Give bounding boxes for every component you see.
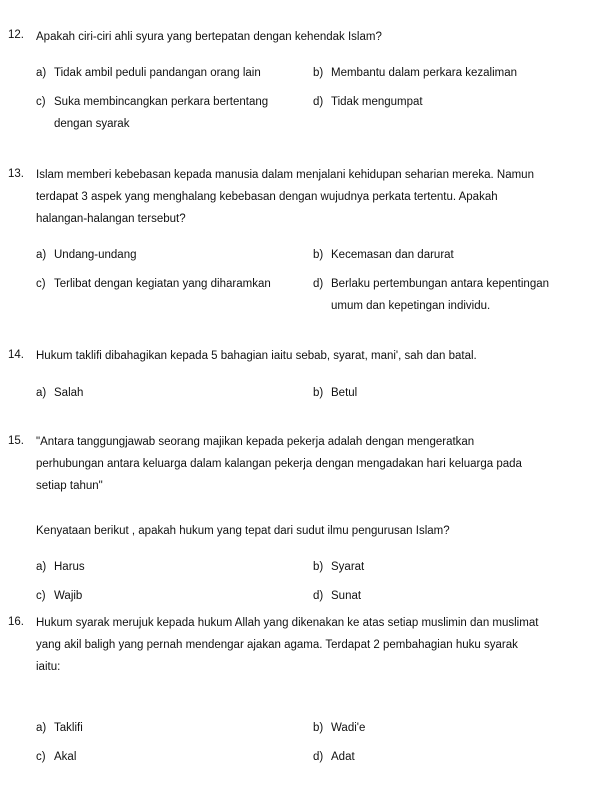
option-d (313, 273, 588, 317)
option-text: Tidak mengumpat (331, 96, 423, 108)
question-text: Hukum taklifi dibahagikan kepada 5 bahagian iaitu sebab, syarat, mani', sah dan batal. (36, 350, 477, 362)
option-text: Adat (331, 751, 355, 763)
option-text: Membantu dalam perkara kezaliman (331, 67, 518, 79)
option-a (36, 244, 298, 266)
option-a (36, 62, 298, 84)
question-text-line: Hukum syarak merujuk kepada hukum Allah yang dikenakan ke atas setiap muslimin dan muslimat (36, 617, 539, 629)
option-text: Tidak ambil peduli pandangan orang lain (54, 67, 261, 79)
option-text: Terlibat dengan kegiatan yang diharamkan (54, 278, 271, 290)
option-text: Betul (331, 387, 358, 399)
option-a (36, 717, 298, 739)
question-number: 16. (8, 616, 24, 628)
question-number: 15. (8, 435, 24, 447)
option-label: a) (36, 249, 47, 261)
option-label: c) (36, 590, 46, 602)
option-text-continued: umum dan kepetingan individu. (331, 300, 491, 312)
option-label: c) (36, 278, 46, 290)
option-text: Akal (54, 751, 77, 763)
option-text: Sunat (331, 590, 362, 602)
option-d (313, 585, 588, 607)
option-d (313, 91, 588, 113)
option-label: d) (313, 278, 324, 290)
question-text (36, 612, 584, 678)
option-label: b) (313, 722, 324, 734)
option-text: Wajib (54, 590, 83, 602)
option-label: a) (36, 67, 47, 79)
question-text-line: terdapat 3 aspek yang menghalang kebebasan dengan wujudnya perkata tertentu. Apakah (36, 191, 498, 203)
option-text: Suka membincangkan perkara bertentang (54, 96, 269, 108)
option-text: Undang-undang (54, 249, 137, 261)
option-label: c) (36, 96, 46, 108)
option-label: c) (36, 751, 46, 763)
question-text-line: halangan-halangan tersebut? (36, 213, 186, 225)
option-text: Wadi'e (331, 722, 366, 734)
option-label: d) (313, 590, 324, 602)
question-text-line: yang akil baligh yang pernah mendengar ajakan agama. Terdapat 2 pembahagian huku syarak (36, 639, 518, 651)
option-label: d) (313, 96, 324, 108)
option-c (36, 91, 298, 135)
option-label: b) (313, 561, 324, 573)
option-label: d) (313, 751, 324, 763)
option-text: Salah (54, 387, 84, 399)
question-text-line: Islam memberi kebebasan kepada manusia dalam menjalani kehidupan seharian mereka. Namun (36, 169, 534, 181)
option-b (313, 717, 588, 739)
option-text: Syarat (331, 561, 365, 573)
option-text: Berlaku pertembungan antara kepentingan (331, 278, 550, 290)
question-number: 12. (8, 29, 24, 41)
option-label: a) (36, 561, 47, 573)
option-b (313, 244, 588, 266)
question-text: Apakah ciri-ciri ahli syura yang bertepatan dengan kehendak Islam? (36, 31, 382, 43)
question-statement: Kenyataan berikut , apakah hukum yang tepat dari sudut ilmu pengurusan Islam? (36, 525, 450, 537)
option-text: Taklifi (54, 722, 83, 734)
question-text-line: setiap tahun" (36, 480, 103, 492)
option-b (313, 556, 588, 578)
question-text-line: "Antara tanggungjawab seorang majikan kepada pekerja adalah dengan mengeratkan (36, 436, 475, 448)
option-b (313, 62, 588, 84)
option-c (36, 746, 298, 768)
question-text (36, 431, 584, 497)
option-c (36, 585, 298, 607)
question-number: 14. (8, 349, 24, 361)
question-text-line: perhubungan antara keluarga dalam kalangan pekerja dengan mengadakan hari keluarga pada (36, 458, 522, 470)
option-text: Harus (54, 561, 85, 573)
option-label: b) (313, 67, 324, 79)
question-number: 13. (8, 168, 24, 180)
option-text: Kecemasan dan darurat (331, 249, 454, 261)
option-label: a) (36, 387, 47, 399)
question-text-line: iaitu: (36, 661, 61, 673)
option-b (313, 382, 588, 404)
option-a (36, 556, 298, 578)
option-c (36, 273, 298, 295)
option-a (36, 382, 298, 404)
option-text-continued: dengan syarak (54, 118, 130, 130)
option-label: b) (313, 249, 324, 261)
option-d (313, 746, 588, 768)
option-label: b) (313, 387, 324, 399)
question-text (36, 164, 584, 230)
option-label: a) (36, 722, 47, 734)
